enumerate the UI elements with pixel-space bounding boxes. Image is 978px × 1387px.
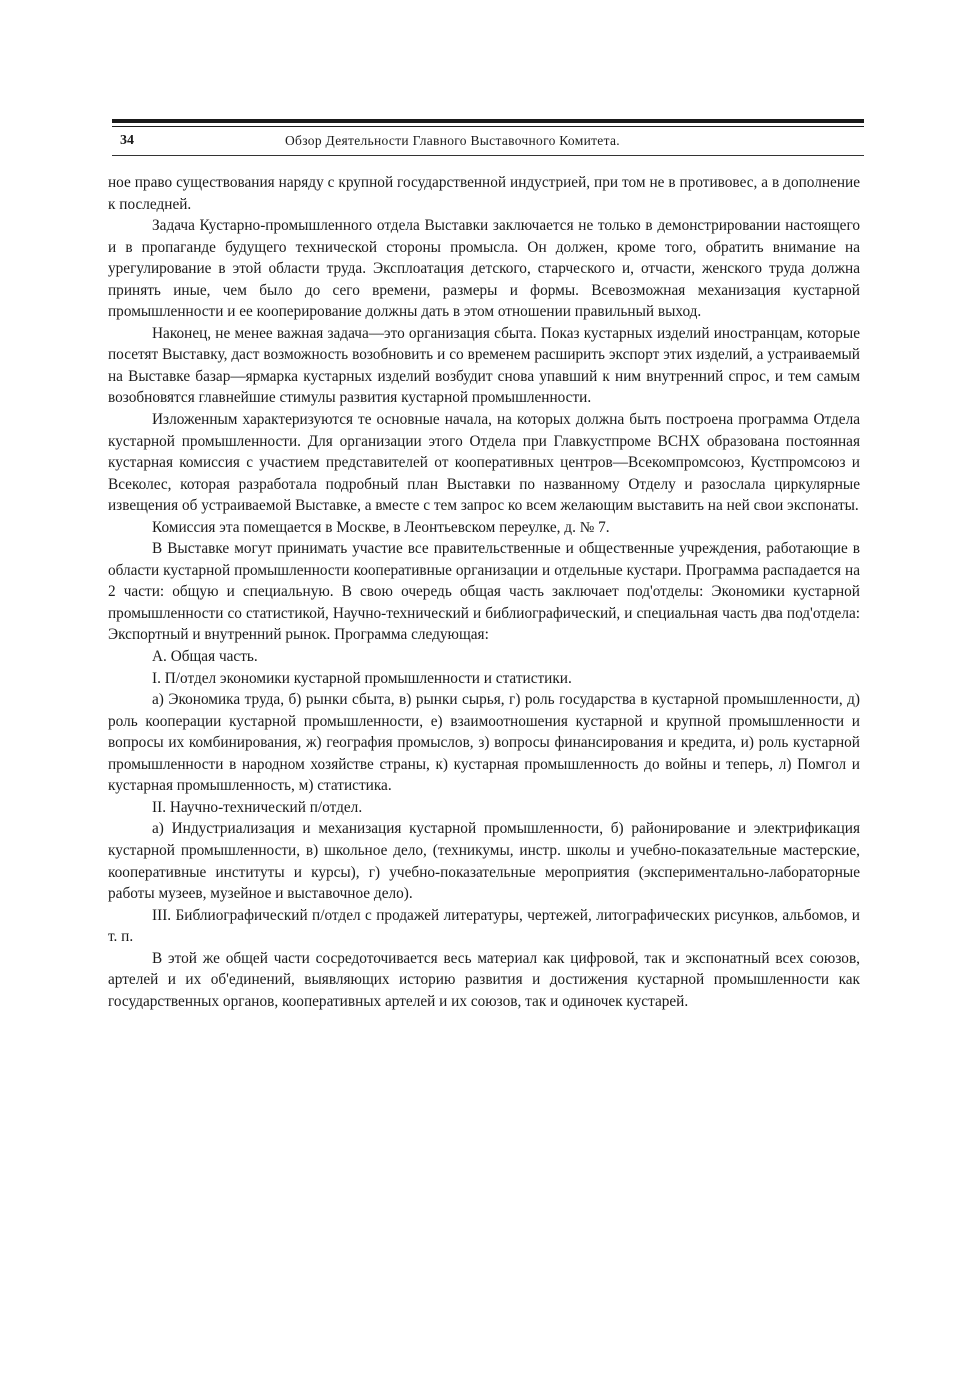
paragraph-program: Изложенным характеризуются те основные начала, на которых должна быть построена программа Отдела кустарной промышленности. Для организации этого Отдела при Главкустпроме ВСНХ образована постоянная кустарная комиссия с участием представителей от кооперативных центров—Всекомпромсоюз, Кустпромсоюз и Всеколес, которая разработала подробный план Выставки по названному Отделу и разослала циркулярные извещения об устраиваемой Выставке, а вместе с тем запрос ко всем желающим выставить на ней свои экспонаты. [108,411,860,515]
header-rule-bottom [112,155,864,156]
paragraph-participants: В Выставке могут принимать участие все правительственные и общественные учреждения, работающие в области кустарной промышленности кооперативные организации и отдельные кустари. Программа распадается на 2 части: общую и специальную. В свою очередь общая часть заключает под'отделы: Экономики кустарной промышленности со статистикой, Научно-технический и библиографический, и специальная часть два под'отдела: Экспортный и внутренний рынок. Программа следующая: [108,540,860,644]
running-title: Обзор Деятельности Главного Выставочного Комитета. [285,133,620,148]
subsection-bibliographic: III. Библиографический п/отдел с продажей литературы, чертежей, литографических рисунков, альбомов, и т. п. [108,906,860,946]
paragraph-task: Задача Кустарно-промышленного отдела Выставки заключается не только в демонстрировании настоящего и в пропаганде будущего технической стороны промысла. Он должен, кроме того, обратить внимание на урегулирование в этой области труда. Эксплоатация детского, старческого и, отчасти, женского труда должна принять иные, чем было до сего времени, размеры и формы. Всевозможная механизация кустарной промышленности и ее кооперирование должны дать в этом отношении правильный выход. [108,217,860,321]
body-text [108,172,860,1012]
paragraph-continuation: ное право существования наряду с крупной государственной индустрией, при том не в противовес, а в дополнение к последней. [108,174,860,213]
paragraph-commission-address: Комиссия эта помещается в Москве, в Леонтьевском переулке, д. № 7. [152,518,610,536]
header-rule-thick [112,119,864,123]
list-economics: а) Экономика труда, б) рынки сбыта, в) рынки сырья, г) роль государства в кустарной промышленности, д) роль кооперации кустарной промышленности, е) взаимоотношения кустарной и крупной промышленности и вопросы их комбинирования, ж) география промыслов, з) вопросы финансирования и кредита, и) роль кустарной промышленности в народном хозяйстве страны, к) кустарная промышленность до войны и теперь, л) Помгол и кустарная промышленность, м) статистика. [108,691,860,795]
subsection-heading-technical: II. Научно-технический п/отдел. [152,798,363,816]
header-rule-thin [112,126,864,127]
list-technical: а) Индустриализация и механизация кустарной промышленности, б) районирование и электрификация кустарной промышленности, в) школьное дело, (техникумы, инстр. школы и учебно-показательные мастерские, кооперативные институты и курсы), г) учебно-показательные мероприятия (экспериментально-лабораторные работы музеев, музейное и выставочное дело). [108,820,860,903]
section-heading-general: А. Общая часть. [152,648,258,666]
page-number: 34 [120,133,134,148]
paragraph-sales: Наконец, не менее важная задача—это организация сбыта. Показ кустарных изделий иностранцам, которые посетят Выставку, даст возможность возобновить и со временем расширить экспорт этих изделий, а устраиваемый на Выставке базар—ярмарка кустарных изделий возбудит снова упавший к ним внутренний спрос, и тем самым возобновятся главнейшие стимулы развития кустарной промышленности. [108,324,860,407]
paragraph-materials: В этой же общей части сосредоточивается весь материал как цифровой, так и экспонатный всех союзов, артелей и их об'единений, выявляющих историю развития и достижения кустарной промышленности как государственных органов, кооперативных артелей и их союзов, так и одиночек кустарей. [108,949,860,1010]
subsection-heading-economics: I. П/отдел экономики кустарной промышленности и статистики. [152,669,572,687]
